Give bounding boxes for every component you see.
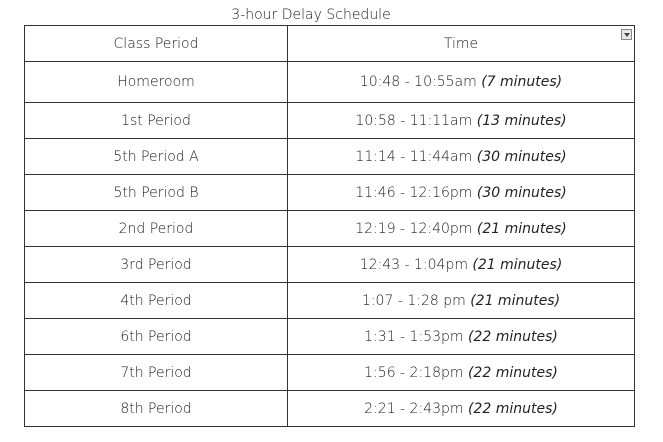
duration: (21 minutes) (472, 256, 563, 273)
table-row (25, 391, 635, 427)
period-cell: Homeroom (25, 62, 288, 103)
duration: (21 minutes) (470, 292, 561, 309)
table-row (25, 319, 635, 355)
column-header-time-label: Time (443, 35, 479, 52)
time-cell (288, 247, 635, 283)
period-cell: 1st Period (25, 103, 288, 139)
table-row (25, 139, 635, 175)
time-cell (288, 355, 635, 391)
table-row (25, 175, 635, 211)
time-cell (288, 283, 635, 319)
period-cell: 6th Period (25, 319, 288, 355)
time-cell (288, 139, 635, 175)
table-row (25, 211, 635, 247)
period-cell: 2nd Period (25, 211, 288, 247)
period-cell: 7th Period (25, 355, 288, 391)
time-range: 10:58 - 11:11am (355, 112, 473, 129)
time-range: 12:19 - 12:40pm (355, 220, 473, 237)
time-cell (288, 175, 635, 211)
table-row (25, 355, 635, 391)
duration: (7 minutes) (481, 74, 563, 90)
schedule-table (24, 25, 635, 427)
table-row (25, 247, 635, 283)
time-cell (288, 62, 635, 103)
duration: (13 minutes) (476, 112, 567, 129)
time-range: 1:56 - 2:18pm (364, 364, 464, 381)
time-range: 1:07 - 1:28 pm (361, 292, 466, 309)
time-cell (288, 211, 635, 247)
table-row (25, 283, 635, 319)
duration: (22 minutes) (467, 328, 558, 345)
time-cell (288, 319, 635, 355)
period-cell: 4th Period (25, 283, 288, 319)
duration: (21 minutes) (476, 220, 567, 237)
period-cell: 5th Period B (25, 175, 288, 211)
time-range: 10:48 - 10:55am (359, 74, 477, 90)
column-header-time (288, 26, 635, 62)
period-cell: 5th Period A (25, 139, 288, 175)
duration: (22 minutes) (467, 364, 558, 381)
time-range: 11:46 - 12:16pm (355, 184, 473, 201)
time-range: 2:21 - 2:43pm (364, 400, 464, 417)
duration: (30 minutes) (476, 184, 567, 201)
schedule-title: 3-hour Delay Schedule (231, 7, 391, 23)
time-range: 11:14 - 11:44am (355, 148, 473, 165)
time-range: 12:43 - 1:04pm (359, 256, 468, 273)
table-row (25, 62, 635, 103)
period-cell: 3rd Period (25, 247, 288, 283)
time-range: 1:31 - 1:53pm (364, 328, 464, 345)
duration: (30 minutes) (476, 148, 567, 165)
duration: (22 minutes) (467, 400, 558, 417)
table-row (25, 103, 635, 139)
header-row (25, 26, 635, 62)
column-header-period: Class Period (25, 26, 288, 62)
time-cell (288, 103, 635, 139)
time-cell (288, 391, 635, 427)
period-cell: 8th Period (25, 391, 288, 427)
dropdown-filter-icon[interactable] (621, 29, 632, 40)
